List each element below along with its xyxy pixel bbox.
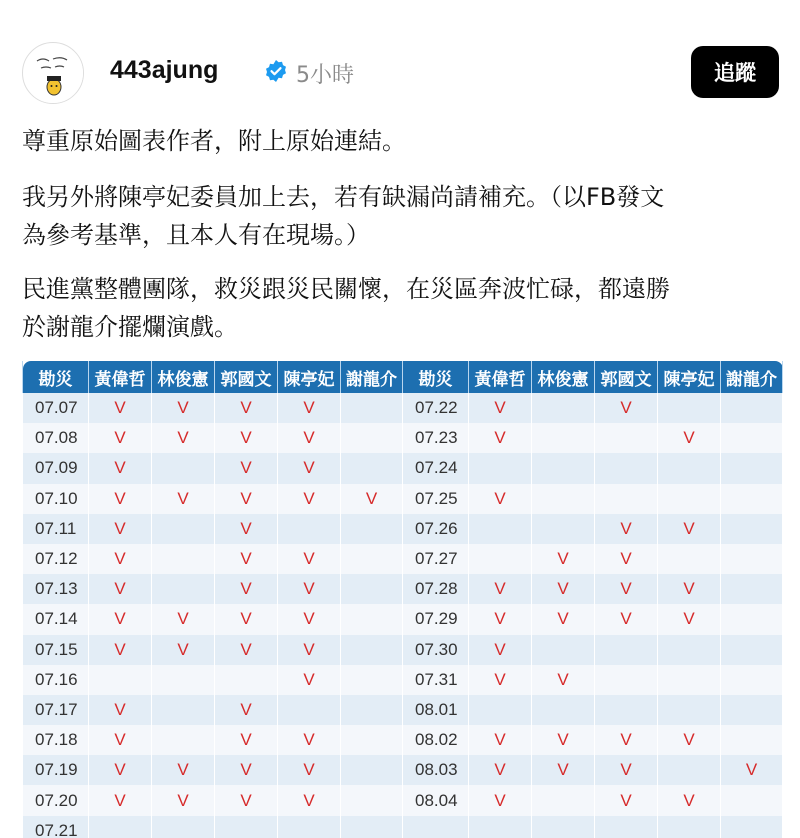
column-header: 謝龍介 (721, 361, 783, 393)
mark-cell: V (658, 725, 721, 755)
mark-cell (341, 725, 403, 755)
date-cell: 07.14 (23, 604, 89, 634)
mark-cell: V (215, 785, 278, 815)
date-cell (403, 816, 469, 838)
follow-button[interactable]: 追蹤 (691, 46, 779, 98)
date-cell: 07.11 (23, 514, 89, 544)
mark-cell: V (278, 635, 341, 665)
mark-cell: V (152, 423, 215, 453)
mark-cell (721, 604, 783, 634)
mark-cell: V (469, 755, 532, 785)
mark-cell (658, 665, 721, 695)
mark-cell (469, 544, 532, 574)
mark-cell: V (532, 755, 595, 785)
mark-cell: V (595, 785, 658, 815)
mark-cell: V (341, 484, 403, 514)
mark-cell: V (89, 393, 152, 423)
mark-cell: V (215, 544, 278, 574)
mark-cell: V (278, 574, 341, 604)
mark-cell: V (215, 574, 278, 604)
mark-cell (721, 816, 783, 838)
column-header: 林俊憲 (532, 361, 595, 393)
mark-cell (595, 695, 658, 725)
mark-cell: V (215, 635, 278, 665)
mark-cell (341, 514, 403, 544)
mark-cell (341, 544, 403, 574)
mark-cell (532, 484, 595, 514)
mark-cell: V (532, 544, 595, 574)
mark-cell: V (278, 755, 341, 785)
mark-cell: V (89, 695, 152, 725)
mark-cell (215, 665, 278, 695)
mark-cell: V (658, 604, 721, 634)
table-row (23, 725, 783, 755)
mark-cell: V (278, 453, 341, 483)
table-row (23, 785, 783, 815)
date-cell: 07.26 (403, 514, 469, 544)
mark-cell (469, 453, 532, 483)
mark-cell: V (89, 635, 152, 665)
date-cell: 07.28 (403, 574, 469, 604)
date-cell: 07.23 (403, 423, 469, 453)
table-row (23, 544, 783, 574)
mark-cell (721, 574, 783, 604)
mark-cell (341, 635, 403, 665)
mark-cell (278, 514, 341, 544)
inspection-table[interactable] (22, 361, 783, 838)
date-cell: 08.02 (403, 725, 469, 755)
username[interactable]: 443ajung (110, 56, 219, 84)
mark-cell (595, 423, 658, 453)
mark-cell (341, 423, 403, 453)
column-header: 黃偉哲 (469, 361, 532, 393)
avatar[interactable] (22, 42, 84, 104)
column-header: 謝龍介 (341, 361, 403, 393)
mark-cell: V (595, 393, 658, 423)
mark-cell: V (469, 484, 532, 514)
date-cell: 07.25 (403, 484, 469, 514)
mark-cell: V (215, 755, 278, 785)
mark-cell: V (469, 604, 532, 634)
date-cell: 07.08 (23, 423, 89, 453)
mark-cell: V (658, 785, 721, 815)
mark-cell: V (469, 423, 532, 453)
mark-cell (89, 816, 152, 838)
mark-cell (469, 816, 532, 838)
mark-cell (658, 816, 721, 838)
date-cell: 07.20 (23, 785, 89, 815)
mark-cell (532, 816, 595, 838)
post-line: 尊重原始圖表作者，附上原始連結。 (22, 127, 406, 155)
mark-cell: V (278, 725, 341, 755)
mark-cell (595, 635, 658, 665)
mark-cell: V (278, 423, 341, 453)
date-cell: 08.01 (403, 695, 469, 725)
mark-cell (152, 544, 215, 574)
mark-cell: V (215, 514, 278, 544)
mark-cell: V (595, 514, 658, 544)
mark-cell: V (215, 423, 278, 453)
date-cell: 08.04 (403, 785, 469, 815)
mark-cell: V (469, 785, 532, 815)
mark-cell (532, 785, 595, 815)
mark-cell: V (469, 393, 532, 423)
mark-cell: V (215, 393, 278, 423)
post-time: 5小時 (296, 63, 354, 88)
date-cell: 07.30 (403, 635, 469, 665)
mark-cell (721, 635, 783, 665)
table-header-row (23, 361, 783, 393)
mark-cell (721, 544, 783, 574)
mark-cell (341, 604, 403, 634)
mark-cell (721, 423, 783, 453)
mark-cell: V (595, 544, 658, 574)
post-paragraph-2 (22, 178, 782, 254)
mark-cell: V (89, 574, 152, 604)
mark-cell (532, 695, 595, 725)
mark-cell: V (215, 453, 278, 483)
column-header: 勘災 (23, 361, 89, 393)
mark-cell: V (595, 574, 658, 604)
post-paragraph-3 (22, 270, 782, 346)
mark-cell (658, 393, 721, 423)
mark-cell (152, 453, 215, 483)
mark-cell: V (469, 665, 532, 695)
mark-cell: V (152, 393, 215, 423)
mark-cell: V (595, 755, 658, 785)
date-cell: 07.15 (23, 635, 89, 665)
mark-cell (532, 393, 595, 423)
mark-cell (721, 484, 783, 514)
date-cell: 07.07 (23, 393, 89, 423)
date-cell: 07.10 (23, 484, 89, 514)
date-cell: 07.13 (23, 574, 89, 604)
mark-cell (658, 755, 721, 785)
mark-cell (341, 574, 403, 604)
mark-cell (532, 514, 595, 544)
mark-cell (721, 453, 783, 483)
date-cell: 07.09 (23, 453, 89, 483)
mark-cell: V (89, 453, 152, 483)
date-cell: 07.24 (403, 453, 469, 483)
mark-cell: V (152, 484, 215, 514)
table-row (23, 393, 783, 423)
mark-cell: V (469, 725, 532, 755)
mark-cell (658, 484, 721, 514)
column-header: 黃偉哲 (89, 361, 152, 393)
mark-cell (658, 695, 721, 725)
post-header (22, 42, 782, 104)
mark-cell (278, 816, 341, 838)
mark-cell: V (658, 514, 721, 544)
mark-cell (469, 514, 532, 544)
post-paragraph-1 (22, 122, 782, 160)
mark-cell (658, 544, 721, 574)
mark-cell (341, 785, 403, 815)
table-body (23, 393, 783, 838)
mark-cell (721, 514, 783, 544)
mark-cell (721, 393, 783, 423)
mark-cell: V (658, 574, 721, 604)
mark-cell: V (152, 755, 215, 785)
post-line: 民進黨整體團隊，救災跟災民關懷，在災區奔波忙碌，都遠勝 (22, 275, 670, 303)
mark-cell: V (469, 574, 532, 604)
post-line: 於謝龍介擺爛演戲。 (22, 313, 238, 341)
mark-cell (278, 695, 341, 725)
mark-cell (595, 816, 658, 838)
mark-cell: V (215, 484, 278, 514)
mark-cell (595, 453, 658, 483)
mark-cell: V (215, 725, 278, 755)
mark-cell: V (278, 785, 341, 815)
mark-cell: V (215, 604, 278, 634)
mark-cell (658, 635, 721, 665)
mark-cell: V (152, 785, 215, 815)
date-cell: 08.03 (403, 755, 469, 785)
mark-cell: V (89, 725, 152, 755)
mark-cell: V (89, 604, 152, 634)
mark-cell (152, 665, 215, 695)
table-row (23, 665, 783, 695)
column-header: 陳亭妃 (278, 361, 341, 393)
post-line: 為參考基準，且本人有在現場。） (22, 221, 370, 249)
mark-cell (721, 785, 783, 815)
date-cell: 07.17 (23, 695, 89, 725)
table-row (23, 604, 783, 634)
mark-cell: V (89, 755, 152, 785)
mark-cell (532, 635, 595, 665)
mark-cell (152, 574, 215, 604)
mark-cell (152, 695, 215, 725)
mark-cell: V (658, 423, 721, 453)
mark-cell: V (721, 755, 783, 785)
mark-cell: V (152, 635, 215, 665)
mark-cell (532, 453, 595, 483)
column-header: 勘災 (403, 361, 469, 393)
table-row (23, 484, 783, 514)
date-cell: 07.22 (403, 393, 469, 423)
verified-badge-icon (264, 59, 288, 83)
mark-cell: V (89, 484, 152, 514)
post-line: 我另外將陳亭妃委員加上去，若有缺漏尚請補充。（以FB發文 (22, 183, 665, 211)
date-cell: 07.12 (23, 544, 89, 574)
mark-cell: V (532, 604, 595, 634)
mark-cell: V (595, 725, 658, 755)
table-row (23, 816, 783, 838)
mark-cell: V (278, 665, 341, 695)
mark-cell (341, 816, 403, 838)
column-header: 郭國文 (595, 361, 658, 393)
mark-cell (721, 695, 783, 725)
date-cell: 07.27 (403, 544, 469, 574)
table-row (23, 514, 783, 544)
column-header: 陳亭妃 (658, 361, 721, 393)
mark-cell (152, 725, 215, 755)
date-cell: 07.18 (23, 725, 89, 755)
mark-cell (152, 514, 215, 544)
mark-cell: V (278, 393, 341, 423)
mark-cell: V (89, 544, 152, 574)
table-row (23, 755, 783, 785)
table-row (23, 635, 783, 665)
column-header: 郭國文 (215, 361, 278, 393)
table-row (23, 453, 783, 483)
column-header: 林俊憲 (152, 361, 215, 393)
date-cell: 07.16 (23, 665, 89, 695)
mark-cell: V (89, 785, 152, 815)
mark-cell (595, 484, 658, 514)
mark-cell (658, 453, 721, 483)
table-row (23, 574, 783, 604)
mark-cell (532, 423, 595, 453)
mark-cell: V (278, 544, 341, 574)
mark-cell: V (278, 604, 341, 634)
mark-cell (469, 695, 532, 725)
mark-cell: V (89, 514, 152, 544)
mark-cell: V (215, 695, 278, 725)
mark-cell (595, 665, 658, 695)
mark-cell: V (152, 604, 215, 634)
mark-cell (721, 725, 783, 755)
date-cell: 07.31 (403, 665, 469, 695)
mark-cell: V (532, 574, 595, 604)
date-cell: 07.19 (23, 755, 89, 785)
mark-cell: V (595, 604, 658, 634)
mark-cell (341, 755, 403, 785)
mark-cell (721, 665, 783, 695)
avatar-cartoon-icon (23, 43, 84, 104)
table-row (23, 423, 783, 453)
mark-cell (341, 665, 403, 695)
mark-cell (341, 695, 403, 725)
mark-cell: V (532, 665, 595, 695)
date-cell: 07.29 (403, 604, 469, 634)
mark-cell: V (469, 635, 532, 665)
mark-cell (341, 453, 403, 483)
mark-cell: V (89, 423, 152, 453)
mark-cell: V (278, 484, 341, 514)
mark-cell: V (532, 725, 595, 755)
mark-cell (215, 816, 278, 838)
date-cell: 07.21 (23, 816, 89, 838)
table-row (23, 695, 783, 725)
mark-cell (152, 816, 215, 838)
mark-cell (89, 665, 152, 695)
mark-cell (341, 393, 403, 423)
